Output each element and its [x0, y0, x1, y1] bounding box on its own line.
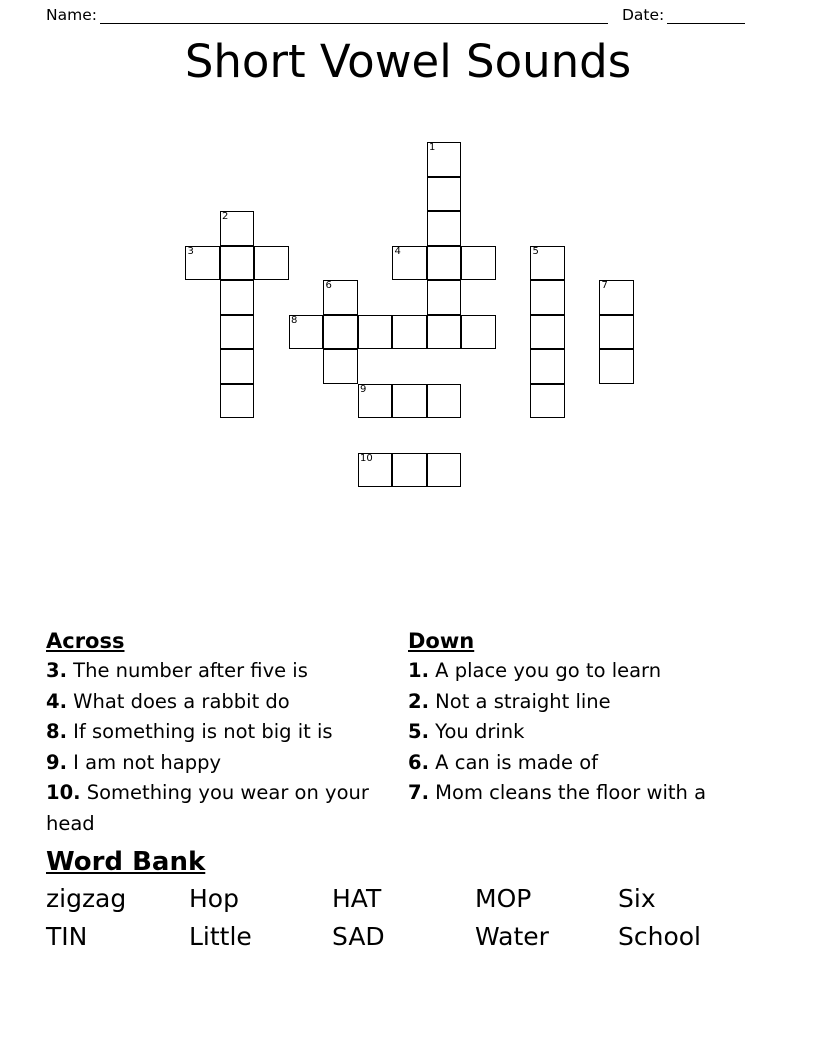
clue-down-1: [408, 656, 770, 687]
clue-across-4: [46, 687, 398, 718]
crossword-cell[interactable]: [599, 315, 634, 350]
word-bank-word: Six: [618, 884, 656, 913]
crossword-cell[interactable]: [220, 246, 255, 281]
page-title: Short Vowel Sounds: [184, 35, 632, 88]
crossword-cell[interactable]: [358, 384, 393, 419]
clue-number: 8.: [46, 720, 67, 743]
word-bank-word: SAD: [332, 922, 385, 951]
clue-text: Mom cleans the floor with a: [428, 781, 707, 804]
crossword-cell[interactable]: [220, 315, 255, 350]
across-clue-list: [46, 656, 398, 839]
crossword-cell[interactable]: [185, 246, 220, 281]
crossword-cell-number: 4: [394, 245, 401, 257]
down-heading: Down: [408, 629, 475, 653]
crossword-cell[interactable]: [461, 315, 496, 350]
down-clues-column: [408, 628, 770, 809]
clues-section: [46, 628, 770, 839]
clue-text: Not a straight line: [428, 689, 611, 713]
crossword-cell[interactable]: [323, 315, 358, 350]
crossword-cell[interactable]: [220, 349, 255, 384]
clue-text: A place you go to learn: [428, 659, 662, 682]
clue-text: A can is made of: [428, 750, 599, 774]
crossword-cell[interactable]: [358, 453, 393, 488]
crossword-cell-number: 2: [222, 211, 229, 222]
crossword-cell[interactable]: [427, 280, 462, 315]
clue-number: 9.: [46, 750, 67, 774]
clue-number: 6.: [408, 750, 429, 774]
clue-number: 1.: [408, 659, 429, 682]
clue-text: What does a rabbit do: [66, 689, 290, 713]
word-bank-word: Little: [189, 922, 252, 951]
clue-number: 3.: [46, 659, 67, 682]
crossword-cell[interactable]: [427, 315, 462, 350]
across-clues-column: [46, 628, 408, 839]
crossword-cell[interactable]: [427, 211, 462, 246]
across-heading: Across: [46, 629, 125, 653]
clue-across-8: [46, 717, 398, 748]
crossword-cell-number: 8: [291, 314, 298, 326]
crossword-cell-number: 10: [360, 452, 373, 464]
clue-down-7: [408, 778, 770, 809]
crossword-cell[interactable]: [427, 246, 462, 281]
crossword-cell[interactable]: [392, 384, 427, 419]
crossword-cell[interactable]: [254, 246, 289, 281]
clue-down-6: [408, 748, 770, 779]
crossword-cell-number: 5: [532, 245, 539, 257]
clue-across-9: [46, 748, 398, 779]
crossword-cell[interactable]: [427, 142, 462, 177]
clue-across-3: [46, 656, 398, 687]
clue-down-2: [408, 687, 770, 718]
word-bank-word: School: [618, 922, 701, 951]
crossword-cell[interactable]: [220, 384, 255, 419]
crossword-cell[interactable]: [530, 246, 565, 281]
clue-text: The number after five is: [66, 659, 308, 682]
word-bank-word: MOP: [475, 884, 532, 913]
clue-number: 2.: [408, 689, 429, 713]
crossword-cell[interactable]: [530, 349, 565, 384]
clue-across-10: [46, 778, 398, 839]
clue-text: I am not happy: [66, 750, 222, 774]
crossword-cell-number: 9: [360, 383, 367, 395]
date-label: Date:: [621, 6, 665, 24]
crossword-cell[interactable]: [289, 315, 324, 350]
clue-number: 7.: [408, 781, 429, 804]
word-bank-heading: Word Bank: [46, 847, 206, 877]
crossword-cell[interactable]: [530, 315, 565, 350]
crossword-cell[interactable]: [599, 280, 634, 315]
crossword-grid[interactable]: [0, 0, 816, 520]
clue-number: 4.: [46, 689, 67, 713]
word-bank-list: [46, 880, 770, 956]
crossword-cell[interactable]: [427, 177, 462, 212]
clue-number: 10.: [46, 781, 81, 804]
crossword-cell[interactable]: [392, 315, 427, 350]
crossword-cell[interactable]: [530, 280, 565, 315]
crossword-cell-number: 3: [187, 245, 194, 257]
crossword-cell[interactable]: [323, 280, 358, 315]
clue-down-5: [408, 717, 770, 748]
crossword-cell[interactable]: [358, 315, 393, 350]
crossword-cell[interactable]: [530, 384, 565, 419]
word-bank-word: Water: [475, 922, 549, 951]
crossword-cell[interactable]: [392, 453, 427, 488]
word-bank-word: zigzag: [46, 884, 127, 913]
crossword-cell[interactable]: [461, 246, 496, 281]
crossword-cell[interactable]: [599, 349, 634, 384]
clue-text: If something is not big it is: [66, 720, 333, 743]
crossword-cell-number: 7: [601, 280, 608, 291]
crossword-cell[interactable]: [323, 349, 358, 384]
clue-text: You drink: [428, 720, 525, 743]
crossword-cell[interactable]: [427, 453, 462, 488]
crossword-cell-number: 6: [325, 280, 332, 291]
clue-number: 5.: [408, 720, 429, 743]
crossword-cell-number: 1: [429, 142, 436, 153]
crossword-cell[interactable]: [220, 280, 255, 315]
word-bank-word: TIN: [46, 922, 88, 951]
word-bank-word: HAT: [332, 884, 382, 913]
word-bank-word: Hop: [189, 884, 239, 913]
crossword-cell[interactable]: [427, 384, 462, 419]
clue-text: Something you wear on your head: [46, 781, 369, 835]
crossword-cell[interactable]: [392, 246, 427, 281]
down-clue-list: [408, 656, 770, 809]
word-bank-section: [46, 845, 770, 956]
crossword-cell[interactable]: [220, 211, 255, 246]
name-label: Name:: [46, 6, 97, 24]
